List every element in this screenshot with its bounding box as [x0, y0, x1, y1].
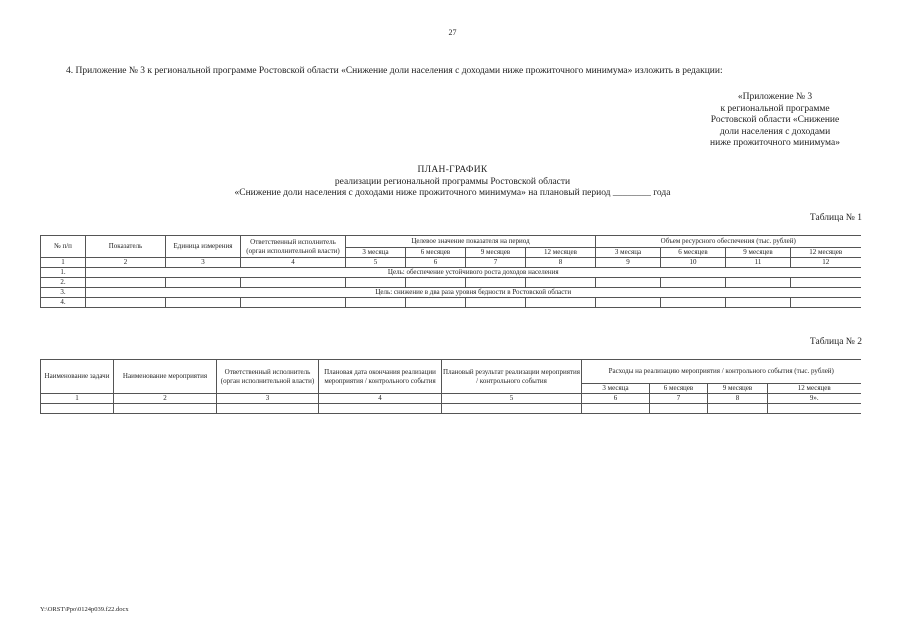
plan-subtitle: реализации региональной программы Ростовской области [334, 176, 571, 187]
header-period: 9 месяцев [466, 248, 526, 258]
table-cell [726, 278, 791, 288]
table-cell [596, 278, 661, 288]
header-planned-date: Плановая дата окончания реализации мероприятия / контрольного события [319, 360, 442, 394]
row-number: 3. [41, 288, 86, 298]
table2-caption: Таблица № 2 [809, 337, 862, 347]
header-period: 3 месяца [596, 248, 661, 258]
table-cell [708, 404, 768, 414]
column-number: 11 [726, 258, 791, 268]
table-cell [346, 278, 406, 288]
table-cell [41, 404, 114, 414]
column-number: 10 [661, 258, 726, 268]
header-period: 3 месяца [346, 248, 406, 258]
goal-row: Цель: обеспечение устойчивого роста доходов населения [86, 268, 861, 278]
column-number: 1 [41, 394, 114, 404]
column-number: 4 [319, 394, 442, 404]
page-number: 27 [448, 28, 457, 37]
column-number: 6 [582, 394, 650, 404]
header-planned-result: Плановый результат реализации мероприятия / контрольного события [442, 360, 582, 394]
header-responsible: Ответственный исполнитель (орган исполнительной власти) [217, 360, 319, 394]
column-number: 9 [596, 258, 661, 268]
table-cell [346, 298, 406, 308]
column-number: 3 [217, 394, 319, 404]
header-indicator: Показатель [86, 236, 166, 258]
table-cell [791, 298, 861, 308]
header-period: 9 месяцев [708, 384, 768, 394]
table-cell [726, 298, 791, 308]
table-cell [768, 404, 861, 414]
column-number: 5 [442, 394, 582, 404]
header-period: 9 месяцев [726, 248, 791, 258]
header-resources: Объем ресурсного обеспечения (тыс. рублей) [596, 236, 861, 248]
table-cell [406, 278, 466, 288]
table-cell [241, 298, 346, 308]
table2-events [40, 359, 861, 414]
column-number: 12 [791, 258, 861, 268]
plan-title: ПЛАН-ГРАФИК [417, 165, 488, 175]
header-period: 12 месяцев [768, 384, 861, 394]
table-cell [526, 278, 596, 288]
table-cell [661, 298, 726, 308]
column-number: 8 [526, 258, 596, 268]
column-number: 8 [708, 394, 768, 404]
table-cell [526, 298, 596, 308]
table-cell [791, 278, 861, 288]
appendix-line: к региональной программе [720, 103, 830, 114]
table-cell [650, 404, 708, 414]
appendix-line: Ростовской области «Снижение [710, 115, 840, 126]
table-row [41, 298, 861, 308]
table-row [41, 278, 861, 288]
header-period: 6 месяцев [650, 384, 708, 394]
header-unit: Единица измерения [166, 236, 241, 258]
column-number: 3 [166, 258, 241, 268]
file-path-footer: Y:\ORST\Ppo\0124p039.f22.docx [40, 606, 129, 613]
column-number: 9». [768, 394, 861, 404]
row-number: 4. [41, 298, 86, 308]
column-number: 5 [346, 258, 406, 268]
column-number: 7 [466, 258, 526, 268]
table-cell [406, 298, 466, 308]
table1-indicators [40, 235, 861, 308]
table-cell [661, 278, 726, 288]
table-cell [466, 278, 526, 288]
header-event: Наименование мероприятия [114, 360, 217, 394]
appendix-line: «Приложение № 3 [737, 92, 813, 102]
header-period: 6 месяцев [661, 248, 726, 258]
table-cell [582, 404, 650, 414]
plan-title-block [0, 165, 905, 200]
amendment-paragraph: 4. Приложение № 3 к региональной программе Ростовской области «Снижение доли населения с доходами ниже прожиточного минимума» изложить в редакции: [66, 66, 723, 76]
goal-row: Цель: снижение в два раза уровня бедности в Ростовской области [86, 288, 861, 298]
table-cell [319, 404, 442, 414]
table-cell [217, 404, 319, 414]
column-number: 2 [114, 394, 217, 404]
table-cell [86, 298, 166, 308]
header-expenses: Расходы на реализацию мероприятия / контрольного события (тыс. рублей) [582, 360, 861, 384]
header-responsible: Ответственный исполнитель (орган исполнительной власти) [241, 236, 346, 258]
column-number: 7 [650, 394, 708, 404]
table-row [41, 268, 861, 278]
header-period: 3 месяца [582, 384, 650, 394]
appendix-line: ниже прожиточного минимума» [710, 138, 840, 149]
table-cell [166, 298, 241, 308]
table-row [41, 288, 861, 298]
appendix-line: доли населения с доходами [719, 126, 831, 137]
header-target-value: Целевое значение показателя на период [346, 236, 596, 248]
column-number: 2 [86, 258, 166, 268]
table-cell [166, 278, 241, 288]
table1-caption: Таблица № 1 [809, 213, 862, 223]
column-number: 1 [41, 258, 86, 268]
table-cell [442, 404, 582, 414]
appendix-note [690, 92, 860, 150]
table-cell [596, 298, 661, 308]
table-cell [86, 278, 166, 288]
header-task: Наименование задачи [41, 360, 114, 394]
column-number: 4 [241, 258, 346, 268]
table-row [41, 404, 861, 414]
plan-subtitle-program: «Снижение доли населения с доходами ниже прожиточного минимума» на плановый период ________ года [234, 188, 671, 198]
table-cell [241, 278, 346, 288]
header-num: № п/п [41, 236, 86, 258]
header-period: 12 месяцев [791, 248, 861, 258]
header-period: 6 месяцев [406, 248, 466, 258]
header-period: 12 месяцев [526, 248, 596, 258]
table-cell [114, 404, 217, 414]
row-number: 2. [41, 278, 86, 288]
table-cell [466, 298, 526, 308]
column-number: 6 [406, 258, 466, 268]
row-number: 1. [41, 268, 86, 278]
